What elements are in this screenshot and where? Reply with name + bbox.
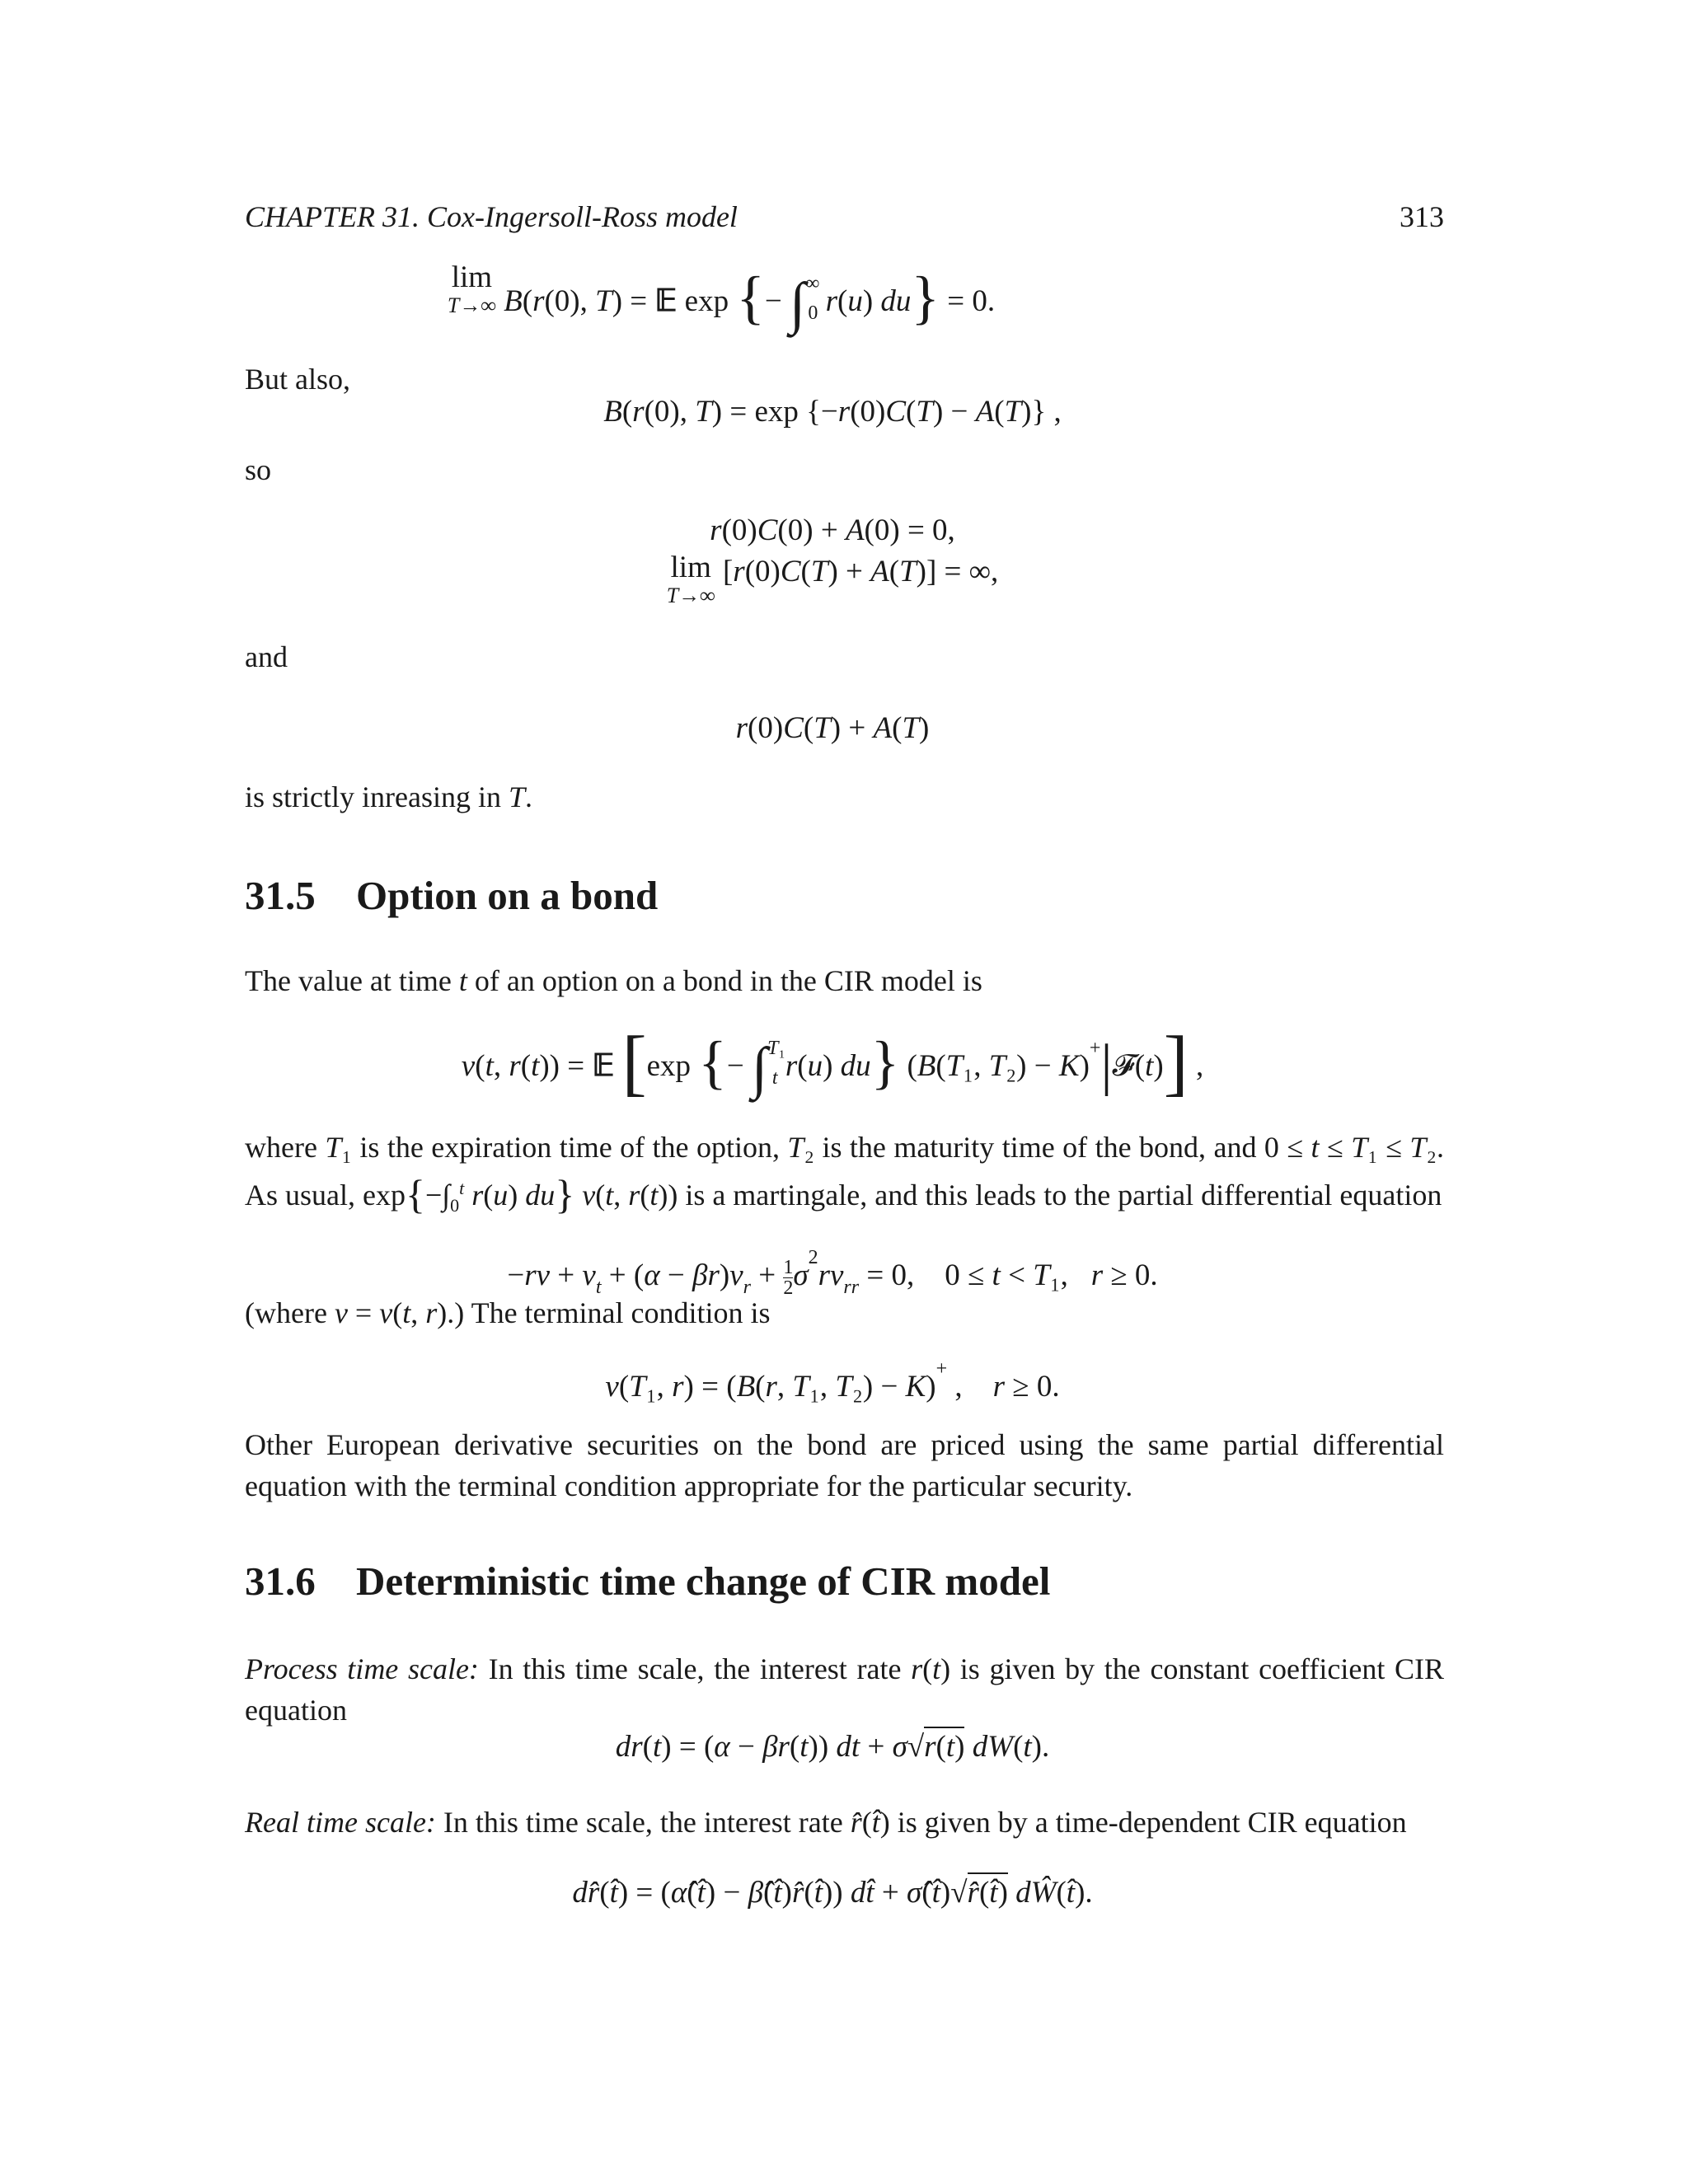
paragraph-process-time-scale: Process time scale: In this time scale, the interest rate r(t) is given by the constant coefficient CIR equation (245, 1652, 1445, 1727)
equation-initial-condition: r(0)C(0) + A(0) = 0, (710, 513, 955, 547)
paragraph-where-v: (where v = v(t, r).) The terminal condition is (245, 1296, 771, 1329)
page-number: 313 (1400, 200, 1444, 233)
equation-bond-price: B(r(0), T) = exp {−r(0)C(T) − A(T)} , (603, 395, 1062, 429)
equation-option-value: v(t, r(t)) = 𝔼 [exp {− ∫$^{T_1}_t$ r(u) du} (B(T₁, T₂) − K)+|𝓕(t)] , (461, 1022, 1204, 1104)
running-head: CHAPTER 31. Cox-Ingersoll-Ross model (245, 200, 738, 233)
equation-pde: $-rv + v_t + (\alpha - \beta r)v_r$ + $\frac{1}{2}\sigma^2rv_{rr} = 0$, 0 ≤ t < T₁, r ≥ 0. (507, 1247, 1158, 1300)
equation-real-cir: dr̂(t̂) = (α̂(t̂) − β̂(t̂)r̂(t̂)) dt̂ + σ̂(t̂)√r̂(t̂) dŴ(t̂). (247, 1875, 1418, 1910)
paragraph-value-intro: The value at time t of an option on a bond in the CIR model is (245, 964, 982, 997)
page-header (245, 199, 1444, 241)
paragraph-but-also: But also, (245, 363, 351, 396)
paragraph-and: and (245, 640, 288, 673)
paragraph-so: so (245, 453, 272, 486)
equation-limit-infinity: lim T→∞ [r(0)C(T) + A(T)] = ∞, (666, 551, 999, 607)
section-heading-31-6: 31.6 Deterministic time change of CIR model (245, 1558, 1051, 1604)
equation-limit-bond: lim T→∞ B(r(0), T) = 𝔼 exp {− $\int^\infty_0$ r(u) du} = 0. (447, 260, 996, 335)
paragraph-where-expiration: where T₁ is the expiration time of the option, T₂ is the maturity time of the bond, and 0 ≤ t ≤ T₁ ≤ T₂. As usual, $\exp\{-\int_0^t$ r(u) du} v(t, r(t)) is a martingale, and this leads to the partial differential equation (245, 1131, 1445, 1217)
equation-sum: r(0)C(T) + A(T) (735, 711, 930, 745)
equation-process-cir: dr(t) = (α − βr(t)) dt + σ√r(t) dW(t). (247, 1729, 1418, 1765)
section-heading-31-5: 31.5 Option on a bond (245, 873, 659, 918)
paragraph-increasing: is strictly inreasing in T. (245, 780, 532, 813)
paragraph-other-european: Other European derivative securities on the bond are priced using the same partial differential equation with the terminal condition appropriate for the particular security. (245, 1428, 1444, 1502)
equation-terminal-condition: v(T₁, r) = (B(r, T₁, T₂) − K)+ , r ≥ 0. (605, 1358, 1060, 1404)
paragraph-real-time-scale: Real time scale: In this time scale, the interest rate r̂(t̂) is given by a time-dependent CIR equation (245, 1806, 1407, 1839)
